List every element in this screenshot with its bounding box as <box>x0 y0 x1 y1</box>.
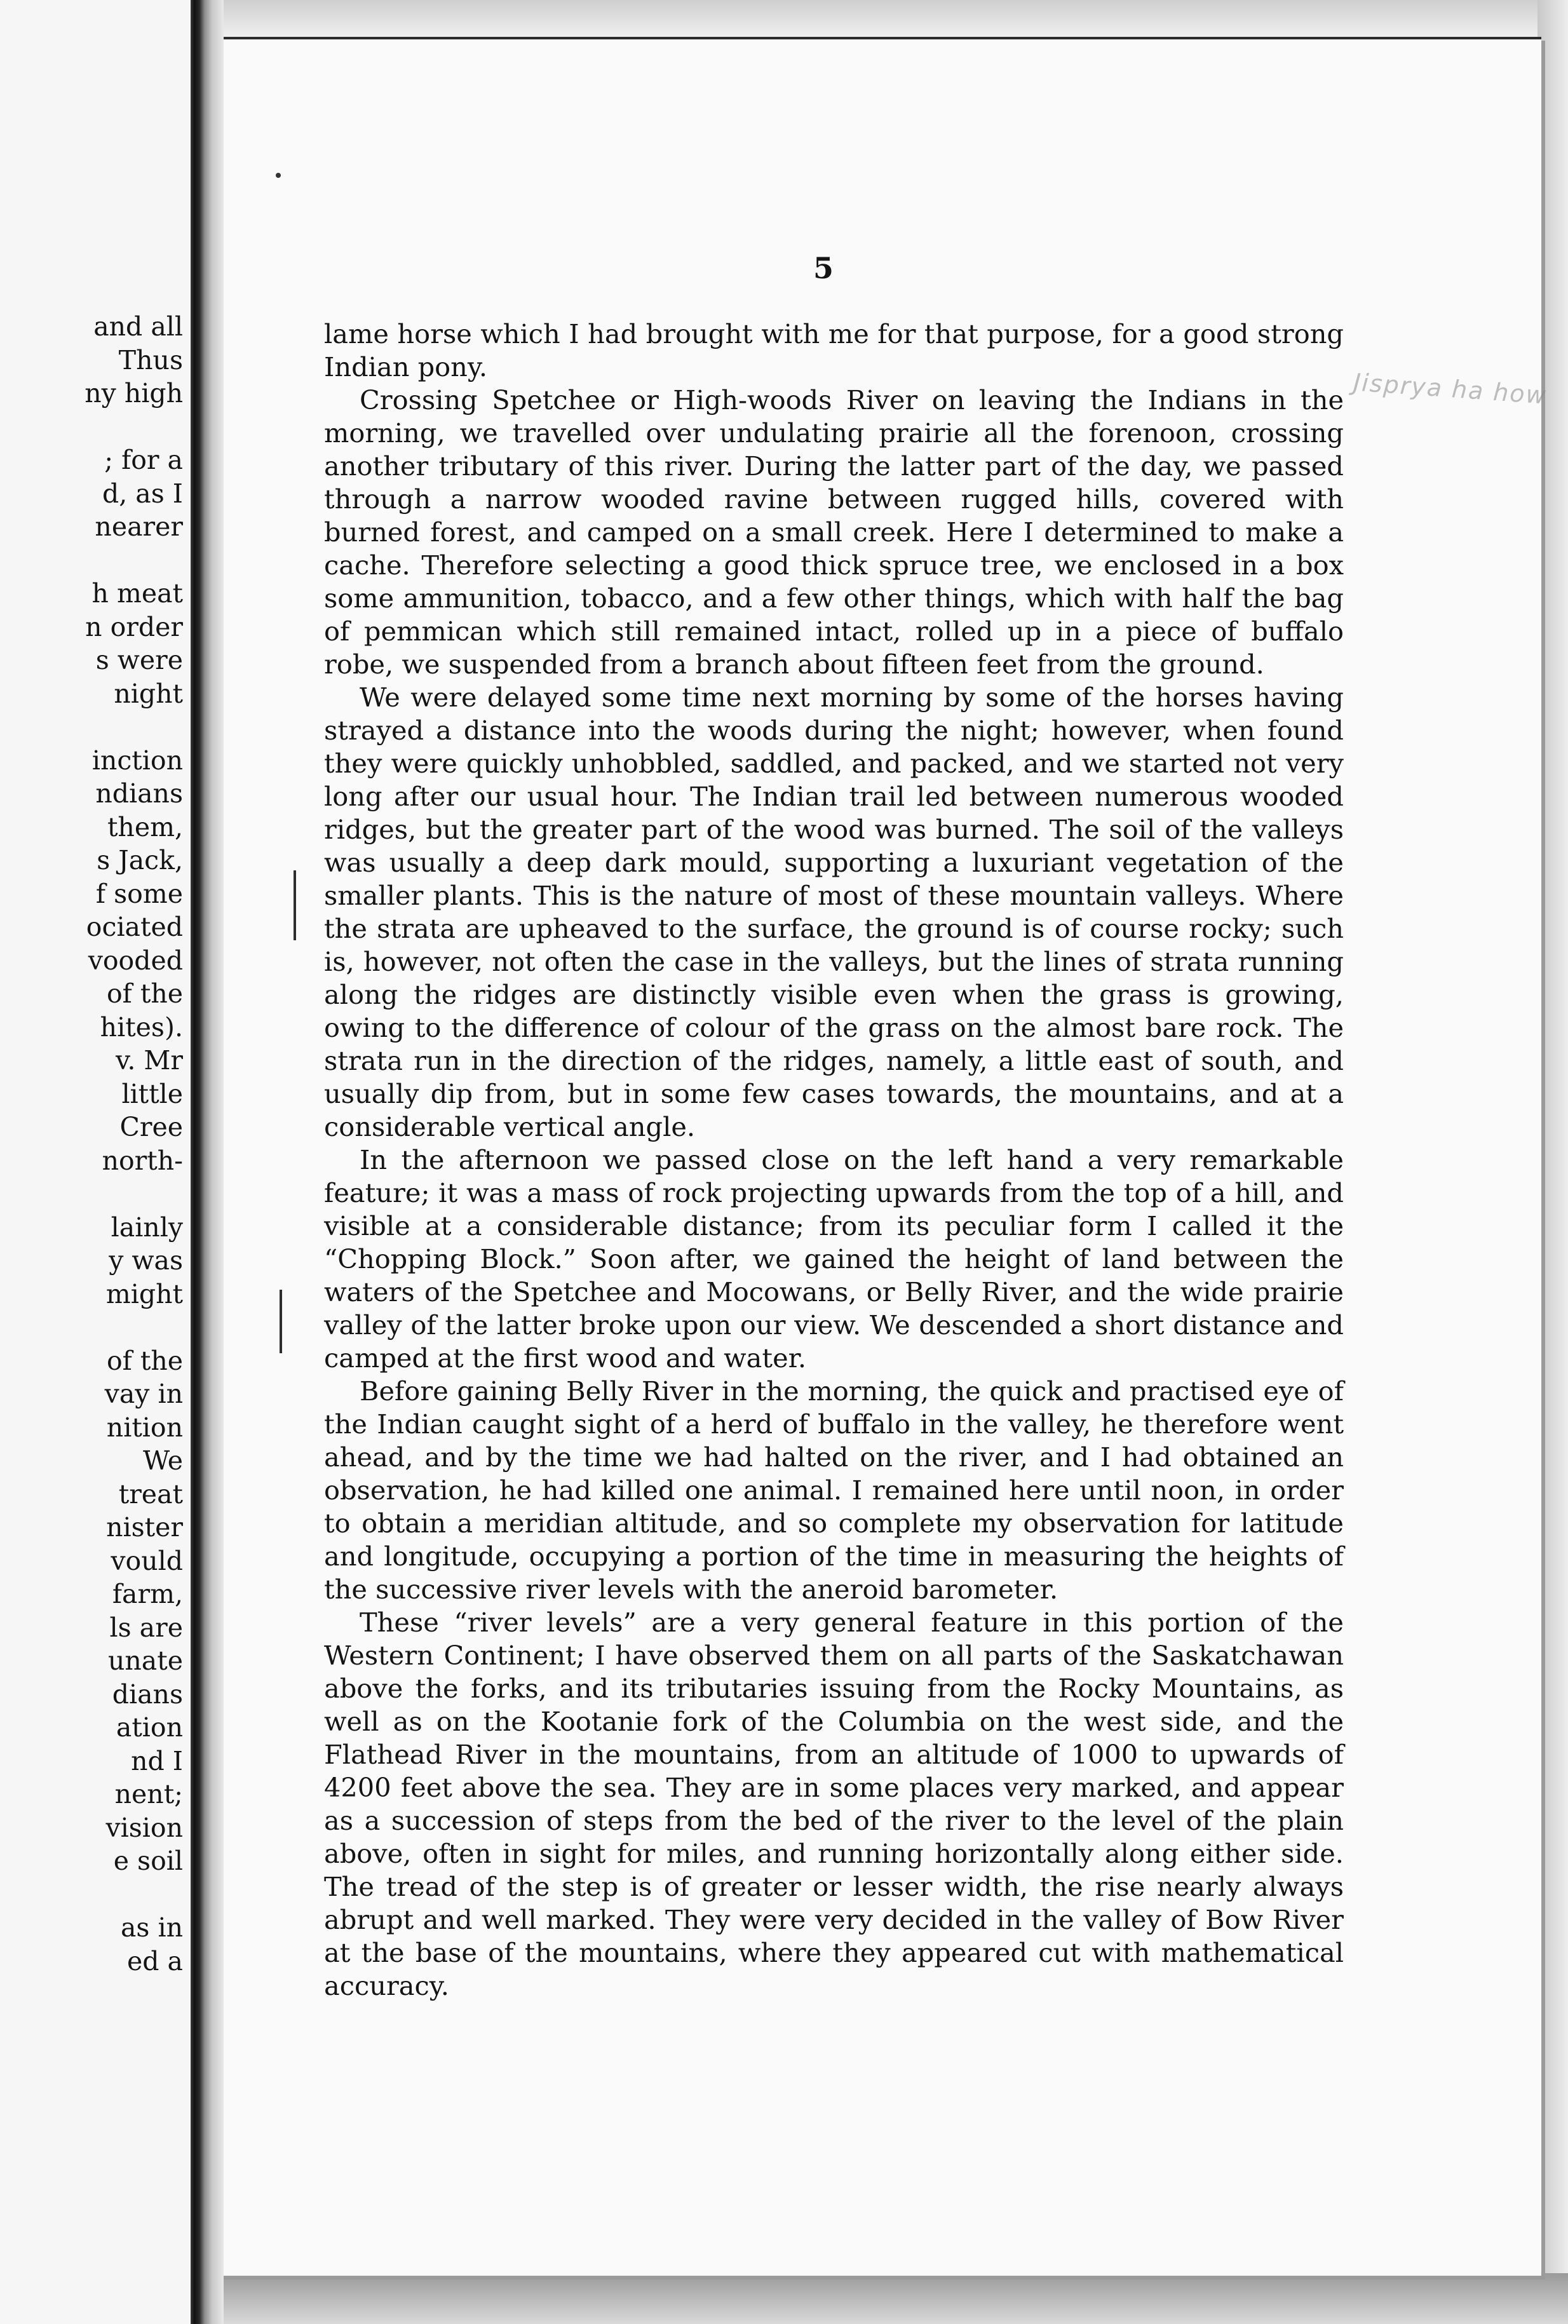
left-page-line: nd I <box>131 1745 183 1776</box>
left-page-line <box>5 1878 183 1912</box>
left-page-line: e soil <box>113 1846 183 1876</box>
left-page-line: ed a <box>127 1945 183 1976</box>
left-page-line: Cree <box>119 1112 183 1142</box>
left-page-line: ; for a <box>104 445 183 475</box>
left-page-line: little <box>121 1078 183 1109</box>
left-page-line: of the <box>106 978 183 1009</box>
page-top-edge <box>191 0 1568 37</box>
left-page-line <box>5 1177 183 1211</box>
page-right-edge <box>1538 0 1568 2324</box>
handwritten-margin-note: Jisprya ha how <box>1352 368 1548 410</box>
left-page-line <box>5 410 183 444</box>
left-page-line <box>5 1311 183 1344</box>
left-page-line: north- <box>102 1145 183 1176</box>
ink-dot <box>276 173 281 178</box>
left-page-line: We <box>142 1445 183 1476</box>
paragraph-5: Before gaining Belly River in the morning, the quick and practised eye of the Indian caught sight of a herd of buffalo in the valley, he therefore went ahead, and by the time we had halted on the river, and I had obtained an observation, he had killed one animal. I remained here until noon, in order to obtain a meridian altitude, and so complete my observation for latitude and longitude, occupying a portion of the time in measuring the heights of the successive river levels with the aneroid barometer. <box>324 1375 1344 1605</box>
left-page-line: vision <box>105 1812 183 1843</box>
left-page-line: of the <box>106 1345 183 1376</box>
page-number: 5 <box>813 251 834 285</box>
paragraph-1: lame horse which I had brought with me for that purpose, for a good strong Indian pony. <box>324 318 1344 382</box>
left-page-line: ny high <box>84 378 183 409</box>
left-page-line: v. Mr <box>116 1045 183 1076</box>
paragraph-6: These “river levels” are a very general feature in this portion of the Western Continent; I have observed them on all parts of the Saskatchawan above the forks, and its tributaries issuing from the Rocky Mountains, as well as on the Kootanie fork of the Columbia on the west side, and the Flathead River in the mountains, from an altitude of 1000 to upwards of 4200 feet above the sea. They are in some places very marked, and appear as a succession of steps from the bed of the river to the level of the plain above, often in sight for miles, and running horizontally along either side. The tread of the step is of greater or lesser width, the rise nearly always abrupt and well marked. They were very decided in the valley of Bow River at the base of the mountains, where they appeared cut with mathematical accuracy. <box>324 1607 1344 2001</box>
left-page-line: vould <box>111 1545 183 1576</box>
left-page-line: nister <box>106 1512 183 1543</box>
margin-pencil-mark <box>280 1290 282 1353</box>
paragraph-4: In the afternoon we passed close on the left hand a very remarkable feature; it was a mass of rock projecting upwards from the top of a hill, and visible at a considerable distance; from its peculiar form I called it the “Chopping Block.” Soon after, we gained the height of land between the waters of the Spetchee and Mocowans, or Belly River, and the wide prairie valley of the latter broke upon our view. We descended a short distance and camped at the first wood and water. <box>324 1144 1344 1374</box>
left-page-line: d, as I <box>102 478 183 509</box>
left-page-line: inction <box>91 745 183 776</box>
book-gutter <box>191 0 224 2324</box>
left-page-text <box>5 310 183 1978</box>
left-page-line: ndians <box>95 778 183 809</box>
page-bottom-edge <box>191 2273 1568 2324</box>
left-page-line: unate <box>108 1645 183 1676</box>
left-page-line: s were <box>95 645 183 675</box>
left-page-line: farm, <box>112 1579 183 1609</box>
left-page-line: nearer <box>95 511 183 542</box>
left-page <box>0 0 191 2324</box>
left-page-line <box>5 710 183 744</box>
margin-pencil-mark <box>294 870 296 940</box>
left-page-line: them, <box>107 811 183 842</box>
left-page-line: vay in <box>104 1379 183 1409</box>
left-page-line: ociated <box>86 912 183 942</box>
left-page-line: hites). <box>100 1011 183 1043</box>
left-page-line: Thus <box>118 344 183 375</box>
left-page-line: y was <box>109 1245 183 1276</box>
left-page-line: lainly <box>111 1212 183 1243</box>
left-page-line: h meat <box>91 578 183 609</box>
paragraph-2: Crossing Spetchee or High-woods River on leaving the Indians in the morning, we travelled over undulating prairie all the forenoon, crossing another tributary of this river. During the latter part of the day, we passed through a narrow wooded ravine between rugged hills, covered with burned forest, and camped on a small creek. Here I determined to make a cache. Therefore selecting a good thick spruce tree, we enclosed in a box some ammunition, tobacco, and a few other things, which with half the bag of pemmican which still remained intact, rolled up in a piece of buffalo robe, we suspended from a branch about fifteen feet from the ground. <box>324 384 1344 680</box>
left-page-line: f some <box>95 878 183 909</box>
paragraph-3: We were delayed some time next morning by some of the horses having strayed a distance into the woods during the night; however, when found they were quickly unhobbled, saddled, and packed, and we started not very long after our usual hour. The Indian trail led between numerous wooded ridges, but the greater part of the wood was burned. The soil of the valleys was usually a deep dark mould, supporting a luxuriant vegetation of the smaller plants. This is the nature of most of these mountain valleys. Where the strata are upheaved to the surface, the ground is of course rocky; such is, however, not often the case in the valleys, but the lines of strata running along the ridges are distinctly visible even when the grass is growing, owing to the difference of colour of the grass on the almost bare rock. The strata run in the direction of the ridges, namely, a little east of south, and usually dip from, but in some few cases towards, the mountains, and at a considerable vertical angle. <box>324 682 1344 1142</box>
left-page-line: vooded <box>88 945 183 976</box>
body-text <box>324 318 1344 2003</box>
left-page-line: night <box>114 678 183 709</box>
left-page-line: might <box>105 1278 183 1309</box>
left-page-line: as in <box>120 1912 183 1943</box>
left-page-line <box>5 544 183 578</box>
left-page-line: ation <box>116 1712 183 1743</box>
left-page-line: s Jack, <box>97 845 183 875</box>
left-page-line: n order <box>85 611 183 642</box>
left-page-line: dians <box>112 1679 183 1710</box>
left-page-line: nent; <box>114 1779 183 1809</box>
left-page-line: nition <box>106 1412 183 1443</box>
left-page-line: and all <box>93 311 183 342</box>
left-page-line: treat <box>118 1478 183 1510</box>
left-page-line: ls are <box>109 1612 183 1643</box>
